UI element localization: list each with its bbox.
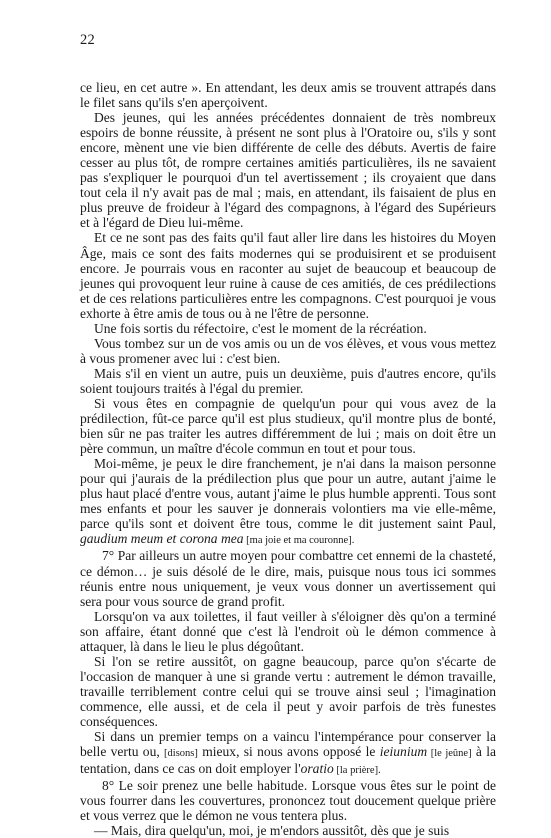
- paragraph: [80, 729, 496, 778]
- paragraph: [80, 80, 496, 110]
- text-run: Moi-même, je peux le dire franchement, je n'ai dans la maison personne pour qui j'aurais de la prédilection plus que pour un autre, autant j'aime le plus haut placé d'entre vous, autant j'aime le plus humble apprenti. Tous sont mes enfants et pour les sauver je donnerais volontiers ma vie elle-même, parce qu'ils sont et doivent être tous, comme le dit justement saint Paul,: [80, 456, 496, 532]
- text-run: Si l'on se retire aussitôt, on gagne beaucoup, parce qu'on s'écarte de l'occasion de manquer à une si grande vertu : autrement le démon travaille, travaille terriblement contre celui qui se trouve ainsi seul ; l'imagination commence, elle aussi, et de cela il peut y avoir parfois de très funestes conséquences.: [80, 653, 496, 729]
- text-run: Si dans un premier temps on a vaincu l'intempérance pour conserver la belle vertu ou,: [80, 729, 496, 760]
- text-run: — Mais, dira quelqu'un, moi, je m'endors aussitôt, dès que je suis: [94, 823, 450, 838]
- translator-note: [la prière].: [333, 765, 381, 777]
- paragraph: [80, 396, 496, 456]
- latin-phrase: oratio: [300, 761, 334, 777]
- text-run: à la tentation, dans ce cas on doit employer l': [80, 744, 496, 777]
- translator-note: [le jeûne]: [427, 748, 472, 760]
- text-run: 8° Le soir prenez une belle habitude. Lorsque vous êtes sur le point de vous fourrer dans les couvertures, prononcez tout doucement quelque prière et vous verrez que le démon ne vous tentera plus.: [80, 778, 496, 824]
- text-run: ce lieu, en cet autre ». En attendant, les deux amis se trouvent attrapés dans le filet sans qu'ils s'en aperçoivent.: [80, 80, 496, 111]
- body-text: [80, 80, 496, 838]
- paragraph: [80, 321, 496, 336]
- text-run: Des jeunes, qui les années précédentes donnaient de très nombreux espoirs de bonne réussite, à présent ne sont plus à l'Oratoire ou, s'ils y sont encore, mènent une vie bien différente de celle des débuts. Avertis de faire cesser au plus tôt, de rompre certaines amitiés particulières, ils ne savaient pas s'expliquer le pourquoi d'un tel avertissement ; ils croyaient que dans tout cela il n'y avait pas de mal ; mais, en attendant, ils faisaient de plus en plus preuve de froideur à l'égard des compagnons, à l'égard des Supérieurs et à l'égard de Dieu lui-même.: [80, 110, 496, 231]
- text-run: Une fois sortis du réfectoire, c'est le moment de la récréation.: [94, 320, 427, 336]
- text-run: Vous tombez sur un de vos amis ou un de vos élèves, et vous vous mettez à vous promener avec lui : c'est bien.: [80, 335, 496, 366]
- translator-note: [disons]: [164, 748, 198, 760]
- text-run: Et ce ne sont pas des faits qu'il faut aller lire dans les histoires du Moyen Âge, mais ce sont des faits modernes qui se produisirent et se produisent encore. Je pourrais vous en raconter au sujet de beaucoup et beaucoup de jeunes qui provoquent leur ruine à cause de ces amitiés, de ces prédilections et de ces relations particulières entre les compagnons. C'est pourquoi je vous exhorte à être amis de tous ou à ne l'être de personne.: [80, 230, 496, 321]
- paragraph: [80, 654, 496, 729]
- page-number: 22: [80, 32, 96, 48]
- paragraph: [80, 456, 496, 548]
- paragraph: [80, 778, 496, 823]
- text-run: Si vous êtes en compagnie de quelqu'un pour qui vous avez de la prédilection, fût-ce parce qu'il est plus studieux, qu'il montre plus de bonté, bien sûr ne pas traiter les autres différemment de lui ; mais on doit être un père commun, un maître d'école commun en tout et pour tous.: [80, 395, 496, 457]
- text-run: 7° Par ailleurs un autre moyen pour combattre cet ennemi de la chasteté, ce démon… je suis désolé de le dire, mais, puisque nous tous ici sommes réunis entre nous uniquement, je veux vous donner un avertissement qui sera pour vous source de grand profit.: [80, 548, 496, 609]
- translator-note: [ma joie et ma couronne].: [243, 535, 355, 547]
- paragraph: [80, 230, 496, 320]
- paragraph: [80, 336, 496, 366]
- paragraph: [80, 823, 496, 838]
- text-run: mieux, si nous avons opposé le: [197, 744, 380, 760]
- paragraph: [80, 548, 496, 608]
- text-run: Mais s'il en vient un autre, puis un deuxième, puis d'autres encore, qu'ils soient toujours traités à l'égal du premier.: [80, 365, 496, 396]
- paragraph: [80, 366, 496, 396]
- paragraph: [80, 609, 496, 654]
- latin-phrase: ieiunium: [379, 744, 428, 760]
- text-run: Lorsqu'on va aux toilettes, il faut veiller à s'éloigner dès qu'on a terminé son affaire, étant donné que c'est là l'endroit où le démon commence à attaquer, là dans le lieu le plus dégoûtant.: [80, 608, 496, 654]
- paragraph: [80, 110, 496, 230]
- latin-phrase: gaudium meum et corona mea: [80, 531, 244, 547]
